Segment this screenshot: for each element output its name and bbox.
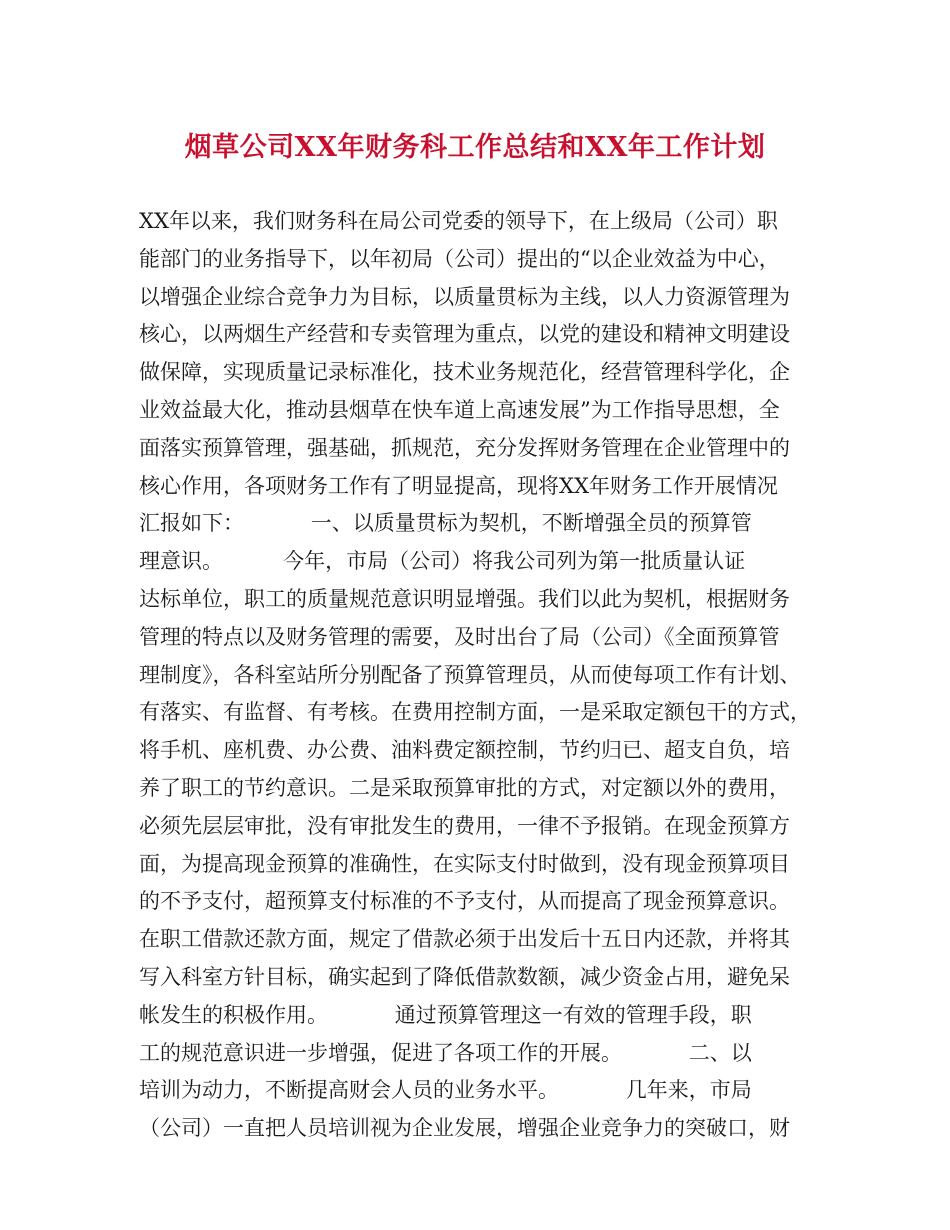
body-line: 核心，以两烟生产经营和专卖管理为重点，以党的建设和精神文明建设	[139, 322, 790, 347]
body-line: 必须先层层审批，没有审批发生的费用，一律不予报销。在现金预算方	[139, 813, 790, 838]
body-line: 管理的特点以及财务管理的需要，及时出台了局（公司）《全面预算管	[139, 624, 780, 649]
document-body	[139, 203, 819, 1148]
body-line: 帐发生的积极作用。 通过预算管理这一有效的管理手段，职	[139, 1002, 752, 1027]
body-line: 核心作用，各项财务工作有了明显提高，现将XX年财务工作开展情况	[139, 473, 778, 498]
body-line: 培训为动力，不断提高财会人员的业务水平。 几年来，市局	[139, 1078, 752, 1103]
body-line: 达标单位，职工的质量规范意识明显增强。我们以此为契机，根据财务	[139, 586, 790, 611]
body-line: （公司）一直把人员培训视为企业发展，增强企业竞争力的突破口，财	[139, 1116, 790, 1141]
body-line: 的不予支付，超预算支付标准的不予支付，从而提高了现金预算意识。	[139, 889, 790, 914]
body-line: 理意识。 今年，市局（公司）将我公司列为第一批质量认证	[139, 549, 746, 574]
body-line: 业效益最大化，推动县烟草在快车道上高速发展”为工作指导思想，全	[139, 397, 780, 422]
body-line: 做保障，实现质量记录标准化，技术业务规范化，经营管理科学化，企	[139, 360, 790, 385]
body-line: XX年以来，我们财务科在局公司党委的领导下，在上级局（公司）职	[139, 209, 778, 233]
body-line: 能部门的业务指导下，以年初局（公司）提出的“以企业效益为中心，	[139, 246, 780, 271]
body-line: 面，为提高现金预算的准确性，在实际支付时做到，没有现金预算项目	[139, 851, 790, 876]
body-line: 将手机、座机费、办公费、油料费定额控制，节约归已、超支自负，培	[139, 738, 790, 763]
body-line: 工的规范意识进一步增强，促进了各项工作的开展。 二、以	[139, 1040, 752, 1065]
body-line: 在职工借款还款方面，规定了借款必须于出发后十五日内还款，并将其	[139, 927, 790, 952]
body-line: 以增强企业综合竞争力为目标，以质量贯标为主线，以人力资源管理为	[139, 284, 790, 309]
body-line: 写入科室方针目标，确实起到了降低借款数额，减少资金占用，避免呆	[139, 964, 790, 989]
body-line: 汇报如下： 一、以质量贯标为契机，不断增强全员的预算管	[139, 511, 752, 536]
body-line: 养了职工的节约意识。二是采取预算审批的方式，对定额以外的费用，	[139, 775, 790, 800]
body-line: 有落实、有监督、有考核。在费用控制方面，一是采取定额包干的方式，	[139, 700, 811, 725]
document-title: 烟草公司XX年财务科工作总结和XX年工作计划	[184, 132, 766, 163]
body-line: 面落实预算管理，强基础，抓规范，充分发挥财务管理在企业管理中的	[139, 435, 790, 460]
body-line: 理制度》，各科室站所分别配备了预算管理员，从而使每项工作有计划、	[139, 662, 801, 687]
